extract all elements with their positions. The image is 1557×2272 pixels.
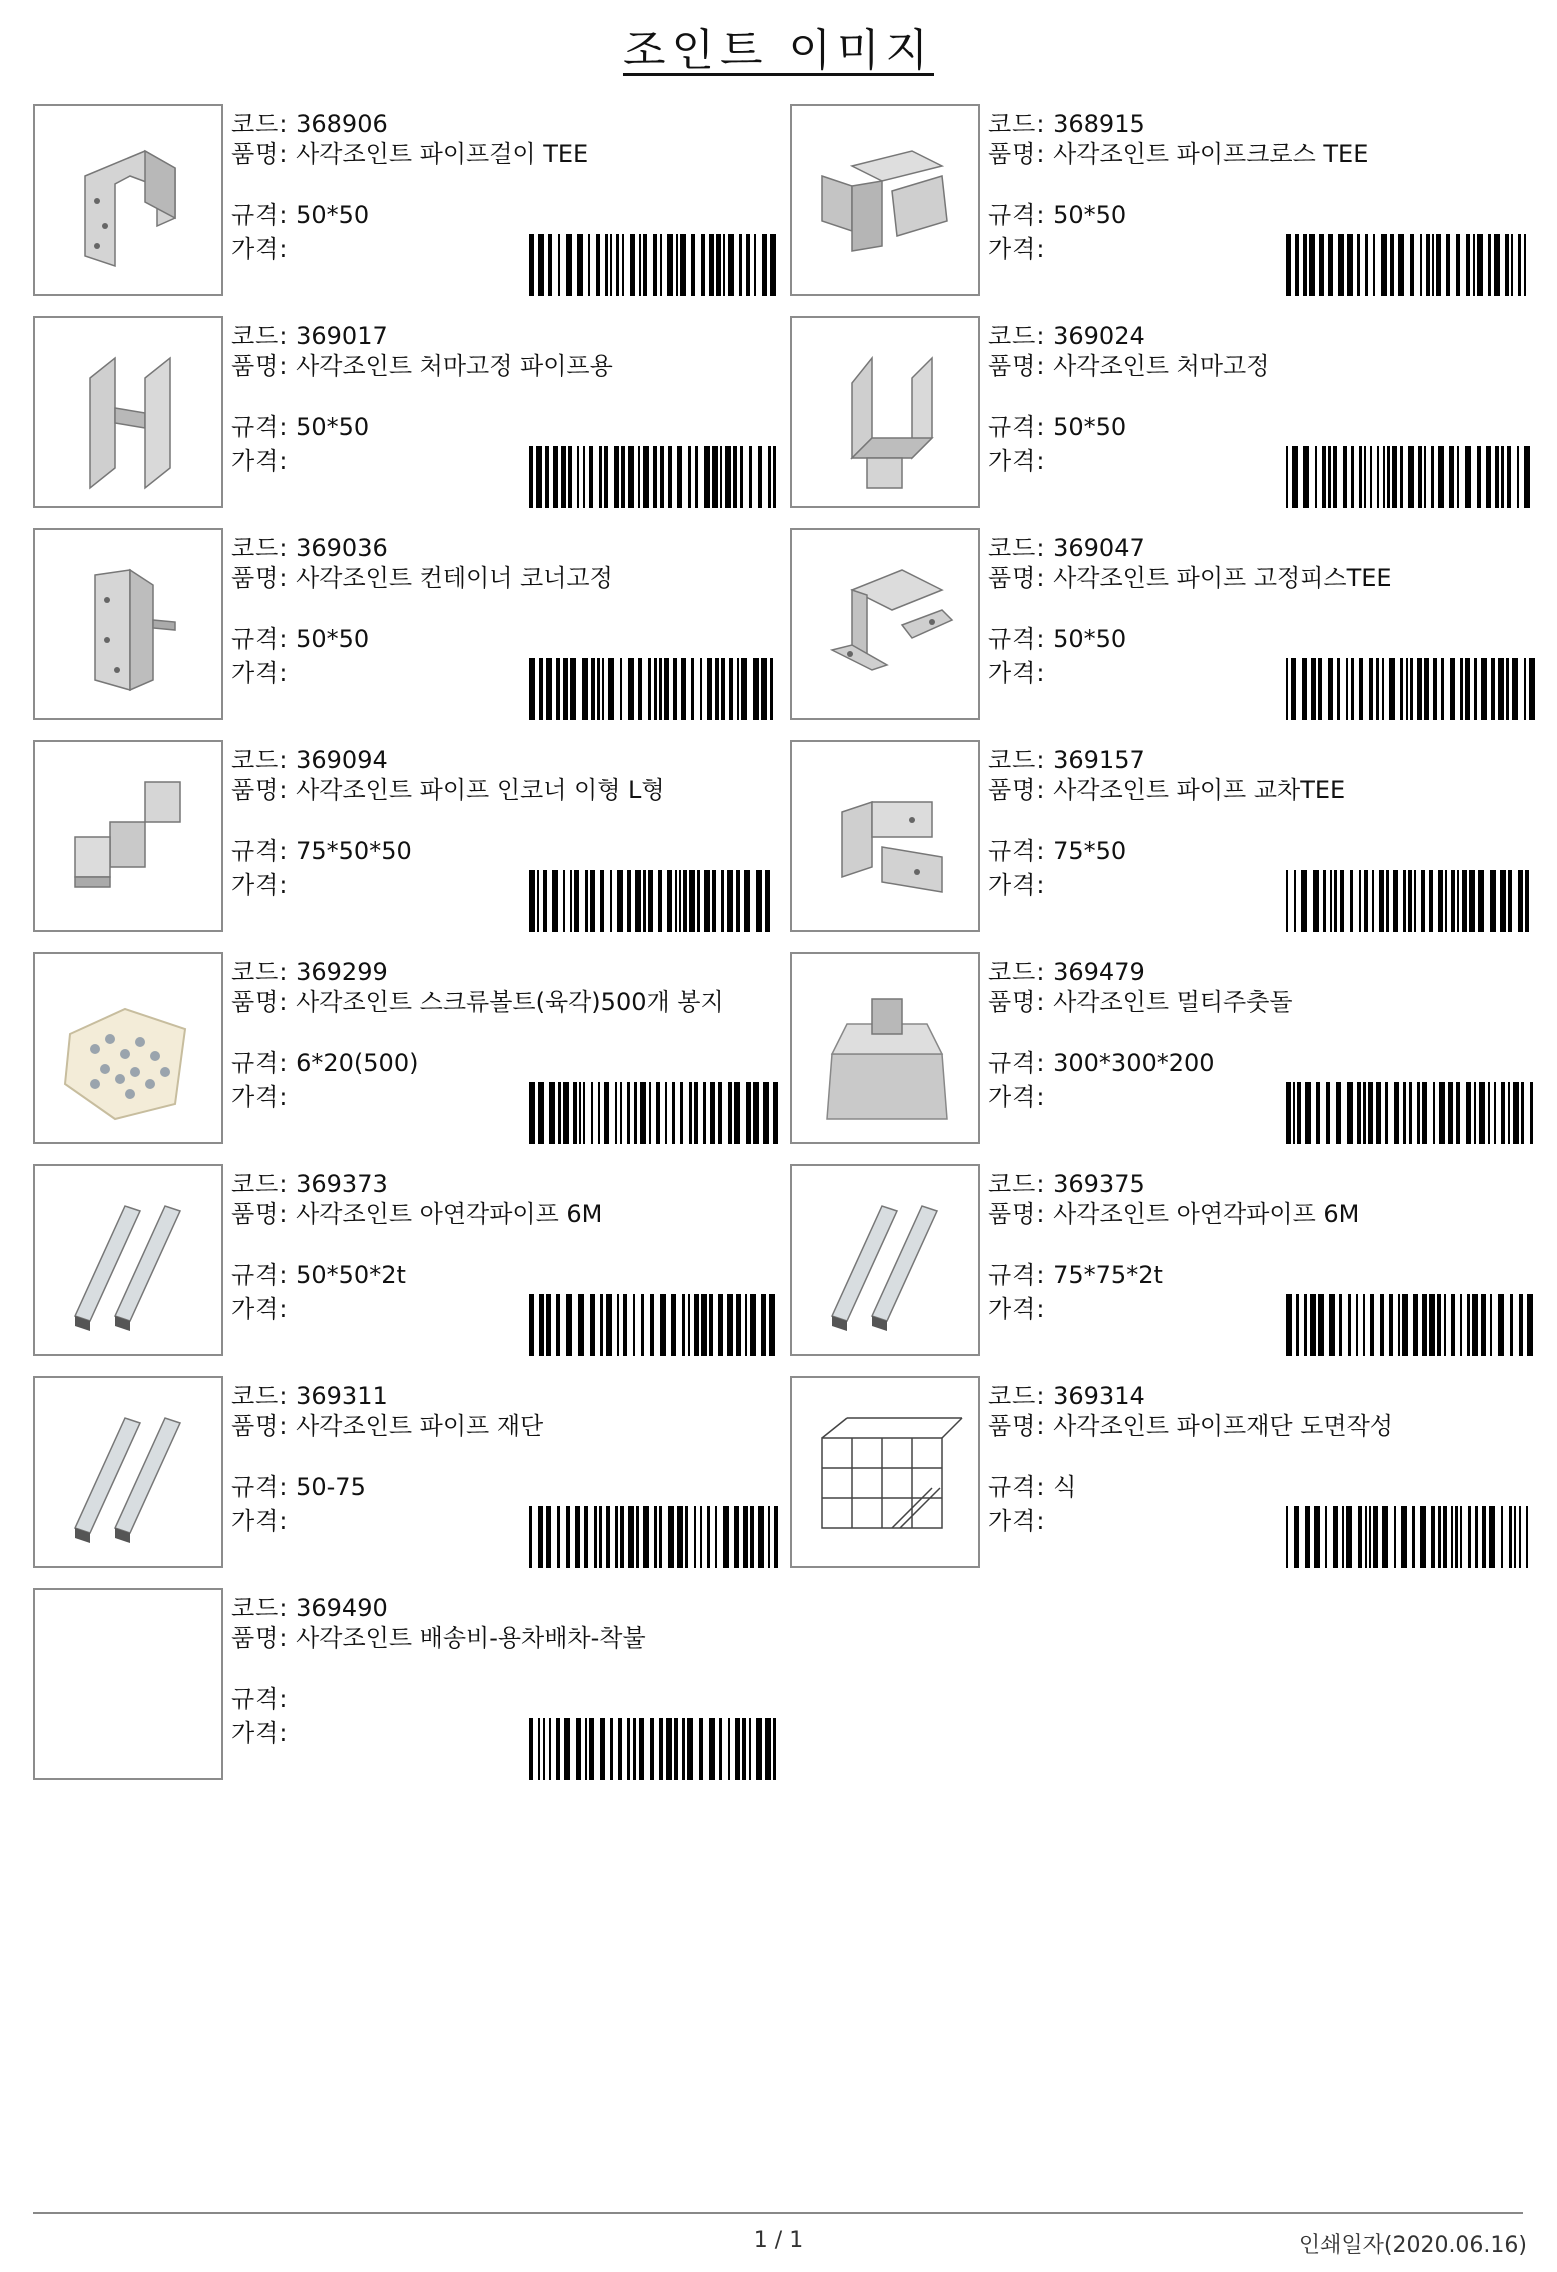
product-price-line [988,871,1045,899]
product-spec: 50*50 [296,201,370,229]
barcode-graphic [1286,1294,1536,1356]
barcode [1286,446,1536,508]
product-code: 369479 [1053,958,1145,986]
price-label: 가격: [231,1295,289,1323]
product-name: 사각조인트 멀티주춧돌 [1053,988,1293,1016]
product-spec: 50*50*2t [296,1261,406,1289]
product-name-line [988,564,1528,592]
product-code-line [988,534,1145,562]
barcode [529,658,779,720]
product-price-line [988,235,1045,263]
product-price-line [231,1507,288,1535]
product-code: 369017 [296,322,388,350]
product-code: 368915 [1053,110,1145,138]
spec-label: 규격: [988,837,1046,865]
spec-label: 규격: [231,413,289,441]
price-label: 가격: [988,659,1046,687]
spec-label: 규격: [988,1473,1046,1501]
product-image [33,1376,223,1568]
price-label: 가격: [988,1083,1046,1111]
product-code: 368906 [296,110,388,138]
code-label: 코드: [231,110,289,138]
saddle-bracket-icon [792,530,978,718]
barcode-graphic [529,1294,779,1356]
barcode [1286,1294,1536,1356]
product-name-line [988,1200,1528,1228]
product-code-line [231,1170,388,1198]
product-image [33,1588,223,1780]
product-image [33,316,223,508]
product-code: 369047 [1053,534,1145,562]
barcode [529,234,779,296]
price-label: 가격: [988,1295,1046,1323]
name-label: 품명: [231,776,289,804]
price-label: 가격: [231,235,289,263]
product-code: 369094 [296,746,388,774]
product-spec: 50*50 [1053,413,1127,441]
price-label: 가격: [988,235,1046,263]
name-label: 품명: [231,352,289,380]
price-label: 가격: [231,659,289,687]
square-pipe-icon [792,1166,978,1354]
barcode [529,1718,779,1780]
footer-divider [33,2212,1523,2214]
product-name: 사각조인트 컨테이너 코너고정 [296,564,613,592]
name-label: 품명: [988,1200,1046,1228]
product-code-line [231,110,388,138]
product-card [790,1376,1530,1568]
product-image [790,316,980,508]
barcode-graphic [529,1506,779,1568]
code-label: 코드: [988,534,1046,562]
product-card [33,528,773,720]
product-image [33,528,223,720]
product-name-line [231,1412,771,1440]
code-label: 코드: [988,1382,1046,1410]
barcode-graphic [1286,1082,1536,1144]
product-spec-line [988,413,1126,441]
code-label: 코드: [231,1382,289,1410]
spec-label: 규격: [988,1049,1046,1077]
product-card [790,316,1530,508]
product-card [790,1164,1530,1356]
barcode-graphic [1286,870,1536,932]
product-code-line [988,322,1145,350]
code-label: 코드: [231,746,289,774]
spec-label: 규격: [988,1261,1046,1289]
product-price-line [231,1295,288,1323]
product-name: 사각조인트 파이프 교차TEE [1053,776,1346,804]
product-code-line [988,1382,1145,1410]
spec-label: 규격: [231,625,289,653]
frame-structure-icon [792,1378,978,1566]
product-image [790,740,980,932]
product-card [33,1376,773,1568]
name-label: 품명: [988,776,1046,804]
product-price-line [231,447,288,475]
name-label: 품명: [231,1200,289,1228]
product-price-line [231,1083,288,1111]
u-bracket-icon [792,318,978,506]
name-label: 품명: [988,140,1046,168]
product-code: 369375 [1053,1170,1145,1198]
barcode [529,1082,779,1144]
product-code-line [231,958,388,986]
product-spec-line [988,201,1126,229]
product-code-line [231,746,388,774]
product-spec: 300*300*200 [1053,1049,1215,1077]
product-image [790,1164,980,1356]
product-spec: 75*75*2t [1053,1261,1163,1289]
product-price-line [231,235,288,263]
price-label: 가격: [231,1507,289,1535]
product-spec: 50*50 [1053,625,1127,653]
barcode [1286,870,1536,932]
barcode [1286,234,1536,296]
product-code-line [231,1382,388,1410]
product-name: 사각조인트 파이프걸이 TEE [296,140,589,168]
product-image [790,952,980,1144]
name-label: 품명: [231,140,289,168]
spec-label: 규격: [231,1049,289,1077]
name-label: 품명: [988,352,1046,380]
barcode-graphic [529,1718,779,1780]
product-spec: 75*50*50 [296,837,412,865]
product-name: 사각조인트 아연각파이프 6M [296,1200,603,1228]
product-name: 사각조인트 파이프 고정피스TEE [1053,564,1392,592]
barcode-graphic [529,446,779,508]
product-code-line [988,1170,1145,1198]
product-name-line [231,988,771,1016]
product-code: 369036 [296,534,388,562]
product-image [33,740,223,932]
product-spec: 75*50 [1053,837,1127,865]
page-number: 1 / 1 [753,2228,804,2253]
product-spec-line [231,413,369,441]
product-spec-line [231,1261,406,1289]
product-price-line [988,1507,1045,1535]
product-name-line [988,988,1528,1016]
product-name: 사각조인트 처마고정 [1053,352,1270,380]
price-label: 가격: [988,871,1046,899]
barcode [529,446,779,508]
l-bracket-icon [35,742,221,930]
spec-label: 규격: [231,1261,289,1289]
product-code-line [231,534,388,562]
code-label: 코드: [988,322,1046,350]
price-label: 가격: [988,447,1046,475]
code-label: 코드: [231,322,289,350]
print-date: 인쇄일자(2020.06.16) [1298,2233,1527,2258]
product-card [790,528,1530,720]
product-name-line [988,776,1528,804]
spec-label: 규격: [231,201,289,229]
product-card [33,740,773,932]
square-pipe-icon [35,1166,221,1354]
barcode-graphic [529,1082,779,1144]
barcode-graphic [529,658,779,720]
product-price-line [988,447,1045,475]
product-card [790,104,1530,296]
product-code: 369311 [296,1382,388,1410]
product-name: 사각조인트 파이프재단 도면작성 [1053,1412,1393,1440]
name-label: 품명: [988,1412,1046,1440]
product-name-line [231,776,771,804]
product-price-line [231,659,288,687]
product-image [790,1376,980,1568]
page-title: 조인트 이미지 [622,25,934,76]
product-name: 사각조인트 파이프 인코너 이형 L형 [296,776,665,804]
product-card [790,740,1530,932]
product-price-line [988,1295,1045,1323]
name-label: 품명: [231,1624,289,1652]
product-name-line [988,352,1528,380]
product-image [33,104,223,296]
product-name-line [231,1200,771,1228]
barcode-graphic [1286,446,1536,508]
product-spec-line [988,625,1126,653]
product-name: 사각조인트 처마고정 파이프용 [296,352,613,380]
name-label: 품명: [231,988,289,1016]
name-label: 품명: [988,564,1046,592]
product-code: 369314 [1053,1382,1145,1410]
barcode-graphic [1286,1506,1536,1568]
product-spec-line [988,1049,1215,1077]
product-spec-line [231,625,369,653]
square-pipe-icon [35,1378,221,1566]
product-spec: 50*50 [296,413,370,441]
product-name: 사각조인트 스크류볼트(육각)500개 봉지 [296,988,724,1016]
code-label: 코드: [231,1594,289,1622]
product-name-line [988,1412,1528,1440]
barcode [1286,1082,1536,1144]
product-spec: 6*20(500) [296,1049,419,1077]
product-spec: 50-75 [296,1473,366,1501]
tee-bracket-icon [35,106,221,294]
price-label: 가격: [988,1507,1046,1535]
product-image [790,104,980,296]
product-card [33,1164,773,1356]
price-label: 가격: [231,447,289,475]
product-code: 369299 [296,958,388,986]
barcode [1286,658,1536,720]
product-image [33,952,223,1144]
product-card [33,104,773,296]
product-spec: 50*50 [296,625,370,653]
product-price-line [231,871,288,899]
screw-bag-icon [35,954,221,1142]
name-label: 품명: [231,564,289,592]
product-spec-line [988,1261,1163,1289]
price-label: 가격: [231,1719,289,1747]
product-code: 369024 [1053,322,1145,350]
product-name-line [231,352,771,380]
product-card [33,1588,773,1780]
barcode [529,1294,779,1356]
product-image [33,1164,223,1356]
spec-label: 규격: [231,1685,289,1713]
barcode-graphic [1286,234,1536,296]
concrete-base-icon [792,954,978,1142]
product-spec-line [231,1049,418,1077]
product-spec-line [231,201,369,229]
code-label: 코드: [231,1170,289,1198]
price-label: 가격: [231,871,289,899]
product-name-line [231,1624,771,1652]
cross-tee-icon [792,742,978,930]
product-code-line [988,746,1145,774]
product-card [790,952,1530,1144]
barcode-graphic [1286,658,1536,720]
product-code-line [231,1594,388,1622]
cross-bracket-icon [792,106,978,294]
code-label: 코드: [231,534,289,562]
product-price-line [231,1719,288,1747]
product-code-line [988,110,1145,138]
code-label: 코드: [988,110,1046,138]
name-label: 품명: [231,1412,289,1440]
barcode-graphic [529,870,779,932]
code-label: 코드: [988,958,1046,986]
name-label: 품명: [988,988,1046,1016]
product-spec: 50*50 [1053,201,1127,229]
product-spec-line [231,1685,288,1713]
code-label: 코드: [231,958,289,986]
product-code: 369157 [1053,746,1145,774]
spec-label: 규격: [988,625,1046,653]
product-image [790,528,980,720]
product-spec-line [988,1473,1076,1501]
product-card [33,316,773,508]
product-name: 사각조인트 배송비-용차배차-착불 [296,1624,646,1652]
h-bracket-icon [35,318,221,506]
product-name-line [231,140,771,168]
product-name-line [231,564,771,592]
product-name: 사각조인트 파이프 재단 [296,1412,544,1440]
barcode [529,870,779,932]
barcode-graphic [529,234,779,296]
product-spec-line [988,837,1126,865]
price-label: 가격: [231,1083,289,1111]
spec-label: 규격: [231,1473,289,1501]
product-code-line [231,322,388,350]
product-name: 사각조인트 파이프크로스 TEE [1053,140,1369,168]
corner-plate-icon [35,530,221,718]
product-spec: 식 [1053,1473,1077,1501]
product-name-line [988,140,1528,168]
product-price-line [988,659,1045,687]
product-spec-line [231,1473,366,1501]
spec-label: 규격: [988,413,1046,441]
product-code: 369373 [296,1170,388,1198]
code-label: 코드: [988,746,1046,774]
product-spec-line [231,837,412,865]
product-code-line [988,958,1145,986]
spec-label: 규격: [988,201,1046,229]
barcode [529,1506,779,1568]
product-price-line [988,1083,1045,1111]
barcode [1286,1506,1536,1568]
spec-label: 규격: [231,837,289,865]
product-name: 사각조인트 아연각파이프 6M [1053,1200,1360,1228]
code-label: 코드: [988,1170,1046,1198]
product-card [33,952,773,1144]
product-code: 369490 [296,1594,388,1622]
